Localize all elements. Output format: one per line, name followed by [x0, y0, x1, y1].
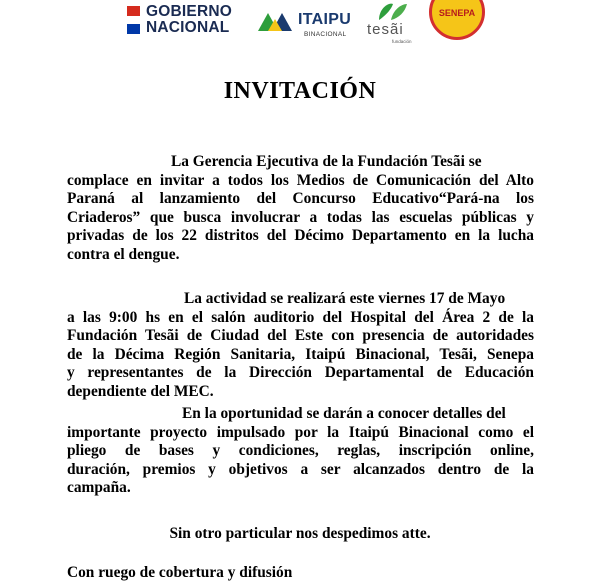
paragraph1-line: La Gerencia Ejecutiva de la Fundación Tesãi se — [171, 153, 482, 170]
itaipu-triangles-icon — [258, 11, 296, 33]
gobierno-logo-line1: GOBIERNO — [146, 3, 232, 20]
paragraph2-line: a las 9:00 hs en el salón auditorio del Hospital del Área 2 de la — [67, 308, 534, 326]
paragraph3-line: importante proyecto impulsado por la Itaipú Binacional como el — [67, 423, 534, 441]
paragraph2-line: La actividad se realizará este viernes 17 de Mayo — [184, 290, 506, 307]
paragraph3-line: pliego de bases y condiciones, reglas, inscripción online, — [67, 442, 534, 460]
gobierno-nacional-logo — [127, 2, 242, 38]
paragraph3-line: campaña. — [67, 479, 131, 497]
leaf-icon — [375, 0, 409, 22]
paragraph3-line: En la oportunidad se darán a conocer detalles del — [182, 405, 506, 422]
gobierno-logo-line2: NACIONAL — [146, 19, 230, 36]
itaipu-logo-name: ITAIPU — [298, 11, 352, 28]
paragraph2-line: Fundación Tesãi de Ciudad del Este con presencia de autoridades — [67, 327, 534, 345]
paragraph-activity — [67, 290, 534, 402]
tesai-logo-sub: fundación — [392, 39, 412, 44]
senepa-logo — [425, 0, 485, 44]
paragraph1-line: Paraná al lanzamiento del Concurso Educativo“Pará-na los — [67, 190, 534, 208]
itaipu-logo — [258, 8, 353, 44]
paragraph2-line: dependiente del MEC. — [67, 382, 214, 400]
closing-line: Sin otro particular nos despedimos atte. — [169, 525, 431, 542]
itaipu-logo-sub: BINACIONAL — [304, 31, 347, 38]
tesai-logo-name: tesãi — [367, 21, 404, 38]
paragraph2-line: de la Décima Región Sanitaria, Itaipú Binacional, Tesãi, Senepa — [67, 345, 534, 363]
paragraph-details — [67, 405, 534, 498]
paragraph1-line: contra el dengue. — [67, 245, 180, 263]
paragraph1-line: Criaderos” que busca involucrar a todas las escuelas públicas y — [67, 208, 534, 226]
logo-bar — [0, 0, 600, 48]
paragraph2-line: y representantes de la Dirección Departamental de Educación — [67, 364, 534, 382]
paragraph1-line: privadas de los 22 distritos del Décimo Departamento en la lucha — [67, 227, 534, 245]
paraguay-flag-icon — [127, 6, 140, 34]
senepa-logo-name: SENEPA — [438, 8, 476, 18]
tesai-logo — [365, 0, 421, 46]
page-title: INVITACIÓN — [223, 78, 377, 104]
footer-note: Con ruego de cobertura y difusión — [67, 564, 293, 581]
paragraph1-line: complace en invitar a todos los Medios de Comunicación del Alto — [67, 171, 534, 189]
paragraph3-line: duración, premios y objetivos a ser alcanzados dentro de la — [67, 460, 534, 478]
paragraph-invitation — [67, 153, 534, 265]
